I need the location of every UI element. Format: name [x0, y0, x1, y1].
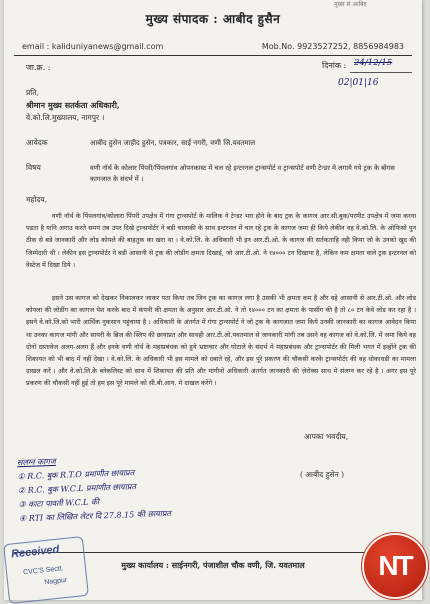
- letter-title: मुख्य संपादक : आबीद हुसैन: [145, 12, 281, 26]
- stamp-received-text: Received: [10, 543, 60, 561]
- subject-text: वणी नॉर्थ के कोलार पिंपरी/पिंपलगांव ओपनकास्ट में चल रहे इन्टरनल ट्रान्सपोर्ट व ट्रान्सपोर्ट वणी टेन्डर मे लगाये गये ट्रक के बोगस कागजात के संदर्भ में ।: [90, 164, 395, 183]
- enclosure-item: ① R.C. बुक R.T.O प्रमाणीत छायाप्रत: [17, 468, 135, 482]
- signatory-name: ( आबीद हुसेन ): [300, 470, 345, 479]
- handwritten-date-1: 24/12/15: [354, 58, 393, 68]
- recipient-line-2: वे.को.लि.मुख्यालय, नागपुर ।: [26, 113, 105, 122]
- received-stamp: [3, 536, 89, 604]
- enclosure-item: ③ काटा पावती W.C.L की: [18, 497, 100, 510]
- prati-label: प्रति,: [26, 88, 39, 97]
- stamp-line-1: CVC'S Sectt.: [22, 565, 64, 577]
- enclosure-item: ④ RTI का लिखित लेटर दि 27.8.15 की छायाप्रत: [18, 508, 172, 524]
- email-line: email : kaliduniyanews@gmail.com: [22, 42, 164, 51]
- nt-logo-icon: NT: [364, 535, 426, 597]
- salutation: महोदय,: [26, 195, 48, 204]
- office-address: मुख्य कार्यालय : साईनगरी, पंजाशील चौक वणी, जि. यवतमाल: [121, 560, 305, 570]
- handwritten-enclosures: [17, 448, 259, 526]
- header-corner-text: मुख्य सं आबिद: [334, 1, 367, 8]
- body-paragraph-2: इसने उस कागज को देखकर निकालकर जाकर पता किया तब जिन ट्रक का कागज लगा है उसकी भी क्षमता कम है और वहे आसानी से आर.टी.ओ. और लोड कोयला की लोडींग का कागज पेश करके बाद में कंपनी की क्षमता के अनुसार आर.टी.ओ. ने तो १४००० टन का क्षमता के पासींग की है तो ८० टन केवे लोड कर रहा है । इसने वे.को.लि.को भारी आर्थिक नुकसान पहुंचाया है । अधिकारी के अंतर्गत में गंगा ट्रान्सपोर्ट ने जो ट्रक के कागजात जमा किये उनकी जानकारी का कागज आवेदन किया था उनका कागज मांगी और सायरी के ब्रिज की स्लिप की छायाप्रत और साथही आर.टी.ओ.यवतमाल से जानकारी मांगी तब उसने वह कागज को वे.को.लि. में जमा किये वह दोनो दस्तावेज अलग-अलग हैं और इनके वणी नॉर्थ के महाप्रबंधक को हुये भ्रष्टाचार और घोटाले के संदर्भ मे महाप्रबंधक और ट्रान्सपोर्टर की मिली भगत में इन्होंने ट्रक की शिकायत को भी बाद में नहीं देखा । वे.को.लि. के अधिकारी भी इस मामले को दबाते रहे, और इस पूरे प्रकरण की चौकसी करके ट्रान्सपोर्टर की वह धोकाधडी का मामला दाखल करें । और वे.को.लि.के ब्लेकलिस्ट को साथ में शिकायत की प्रति और मांगीनो अधिकारी अंतर्गत जानकारी की ज़ेरोक्स साथ मे संलग्न कर रहे है । अगर इस पूरे प्रकरण की चौकसी नहीं हुई तो हम इस पूरे मामले को सी.बी.आय. मे दाखल करेंगे ।: [26, 294, 416, 388]
- date-underline: [350, 72, 412, 73]
- applicant-label: आवेदक: [26, 138, 48, 147]
- header-divider: [14, 55, 412, 56]
- handwritten-date-2: 02|01|16: [338, 78, 379, 88]
- applicant-value: आबीद हुसेन जाहीद हुसेन, पत्रकार, साई नगरी, वणी जि.यवतमाल: [90, 139, 256, 147]
- date-label: दिनांक :: [322, 61, 347, 70]
- recipient-line-1: श्रीमान मुख्य सतर्कता अधिकारी,: [26, 100, 120, 110]
- subject-label: विषय: [26, 163, 41, 172]
- enclosure-heading: संलग्न कागज: [16, 456, 56, 468]
- mobile-line: Mob.No. 9923527252, 8856984983: [261, 42, 404, 51]
- stamp-line-2: Nagpur: [43, 576, 68, 587]
- enclosure-item: ② R.C. बुक W.C.L प्रमाणीत छायाप्रत: [17, 482, 137, 496]
- closing-regards: आपका भवदीय,: [304, 432, 349, 441]
- letter-page: [4, 0, 422, 600]
- body-paragraph-1: वणी नॉर्थ के पिंपलगांव/कोलारा पिंपरी उपक्षेत्र में गंगा ट्रान्सपोर्ट के मालिक ने टेन्डर भरा होने के बाद ट्रक के कागज आर.सी.बुक/परमीट उपक्षेत्र में जमा करना पडता है यानि अगाउ करते समय तब उपर दिखे ट्रान्सपोर्टर ने बडी चालाकी के साथ इन्टरनल में चल रहे ट्रक के कागज जमा ही किये लेकीन वह वे.को.लि. के ओफिसो पुन ठीक से बडे जानकारी और लोड कोयले की बाहतुक का खरा था । वे.को.लि. के अधिकारी भी इन आर.टी.ओ. के कागज की सर्तकताहि नही किया जो के उनको खुद की जिम्मेदारी थी । लेकीन इस ट्रान्सपोर्टर ने बडी आसानी से ट्रक की लोडींग क्षमता दिखाई, जो आर.टी.ओ. ने १४००० टन दिखाया है, लेकिन कम क्षमता वाले ट्रक इन्टरनल को वेस्टेज में दिखा दिये ।: [26, 212, 416, 269]
- ref-number-label: जा.क्र. :: [26, 63, 51, 72]
